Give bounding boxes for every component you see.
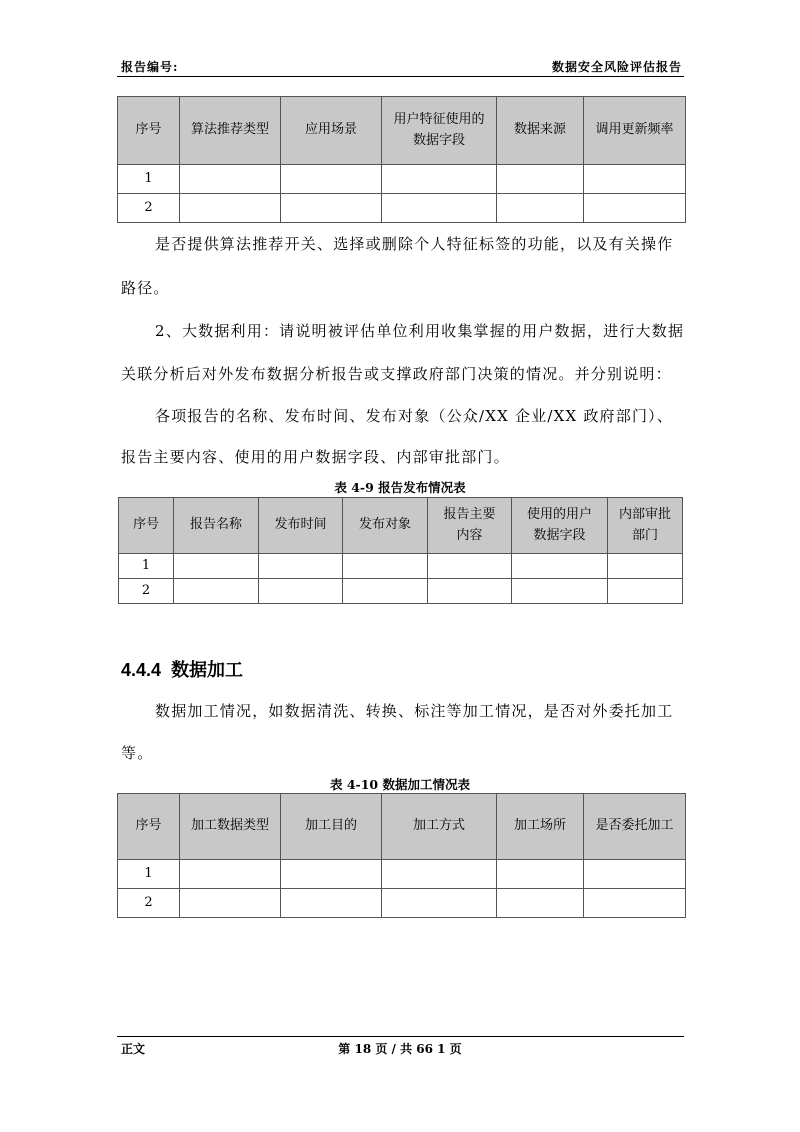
section-heading — [121, 656, 243, 682]
table1-header-cell: 序号 — [118, 97, 180, 165]
paragraph-line: 路径。 — [121, 279, 170, 297]
paragraph-line: 是否提供算法推荐开关、选择或删除个人特征标签的功能，以及有关操作 — [155, 235, 674, 253]
table1-cell — [180, 194, 281, 223]
table1-cell — [382, 194, 497, 223]
footer-section-label: 正文 — [121, 1042, 146, 1056]
table3-header-cell: 是否委托加工 — [584, 794, 686, 860]
table1-cell — [497, 165, 584, 194]
table2-cell — [259, 579, 343, 604]
table2-header-cell: 序号 — [119, 498, 174, 554]
table2-cell — [343, 579, 428, 604]
section-title: 数据加工 — [171, 660, 244, 680]
table1-cell — [180, 165, 281, 194]
table1-header-cell: 算法推荐类型 — [180, 97, 281, 165]
table2-cell — [174, 579, 259, 604]
table2-cell — [428, 579, 512, 604]
paragraph-line: 各项报告的名称、发布时间、发布对象（公众/XX 企业/XX 政府部门）、 — [155, 407, 674, 425]
table2-header-cell: 发布对象 — [343, 498, 428, 554]
header-report-title: 数据安全风险评估报告 — [551, 60, 682, 74]
table-row — [118, 860, 686, 889]
report-publication-table — [118, 497, 683, 604]
table2-cell — [512, 554, 608, 579]
table2-cell — [608, 554, 683, 579]
table3-cell — [382, 889, 497, 918]
table3-cell — [180, 860, 281, 889]
table2-cell: 1 — [119, 554, 174, 579]
paragraph-line: 报告主要内容、使用的用户数据字段、内部审批部门。 — [121, 448, 510, 466]
table3-cell — [584, 860, 686, 889]
table-row — [118, 194, 686, 223]
table3-cell: 1 — [118, 860, 180, 889]
table2-cell — [259, 554, 343, 579]
table3-cell — [281, 860, 382, 889]
table2-header-cell: 使用的用户数据字段 — [512, 498, 608, 554]
footer-page-number: 第 18 页 / 共 66 1 页 — [338, 1042, 462, 1056]
table-row — [118, 889, 686, 918]
table-row — [118, 165, 686, 194]
table2-cell — [608, 579, 683, 604]
table2-cell — [512, 579, 608, 604]
algorithm-recommendation-table — [117, 96, 686, 223]
header-divider — [117, 76, 684, 77]
table3-cell — [281, 889, 382, 918]
table1-cell: 1 — [118, 165, 180, 194]
paragraph-line: 2、大数据利用：请说明被评估单位利用收集掌握的用户数据，进行大数据 — [155, 322, 685, 340]
table2-caption: 表 4-9 报告发布情况表 — [334, 480, 466, 495]
table3-cell — [497, 860, 584, 889]
table2-header-cell: 发布时间 — [259, 498, 343, 554]
table1-cell — [382, 165, 497, 194]
table3-header-cell: 加工场所 — [497, 794, 584, 860]
table2-cell: 2 — [119, 579, 174, 604]
table2-cell — [343, 554, 428, 579]
paragraph-line: 数据加工情况，如数据清洗、转换、标注等加工情况，是否对外委托加工 — [155, 702, 674, 720]
table3-cell — [584, 889, 686, 918]
table2-header-cell: 报告名称 — [174, 498, 259, 554]
header-report-number: 报告编号: — [121, 60, 179, 74]
table3-cell — [382, 860, 497, 889]
table3-caption: 表 4-10 数据加工情况表 — [330, 777, 470, 792]
table1-cell: 2 — [118, 194, 180, 223]
table-row — [119, 579, 683, 604]
table3-cell — [497, 889, 584, 918]
table3-header-cell: 序号 — [118, 794, 180, 860]
table1-header-cell: 应用场景 — [281, 97, 382, 165]
table3-header-cell: 加工数据类型 — [180, 794, 281, 860]
table1-cell — [584, 165, 686, 194]
paragraph-line: 关联分析后对外发布数据分析报告或支撑政府部门决策的情况。并分别说明： — [121, 365, 672, 383]
table1-header-cell: 数据来源 — [497, 97, 584, 165]
table1-cell — [281, 165, 382, 194]
table1-header-cell: 调用更新频率 — [584, 97, 686, 165]
table2-cell — [428, 554, 512, 579]
section-number: 4.4.4 — [121, 660, 162, 680]
table-row — [119, 554, 683, 579]
paragraph-line: 等。 — [121, 744, 154, 762]
table3-cell — [180, 889, 281, 918]
table2-cell — [174, 554, 259, 579]
table1-cell — [281, 194, 382, 223]
footer-divider — [117, 1036, 684, 1037]
table1-cell — [497, 194, 584, 223]
table1-cell — [584, 194, 686, 223]
table3-header-cell: 加工目的 — [281, 794, 382, 860]
table2-header-cell: 内部审批部门 — [608, 498, 683, 554]
table1-header-cell: 用户特征使用的数据字段 — [382, 97, 497, 165]
table3-cell: 2 — [118, 889, 180, 918]
table3-header-cell: 加工方式 — [382, 794, 497, 860]
data-processing-table — [117, 793, 686, 918]
table2-header-cell: 报告主要内容 — [428, 498, 512, 554]
